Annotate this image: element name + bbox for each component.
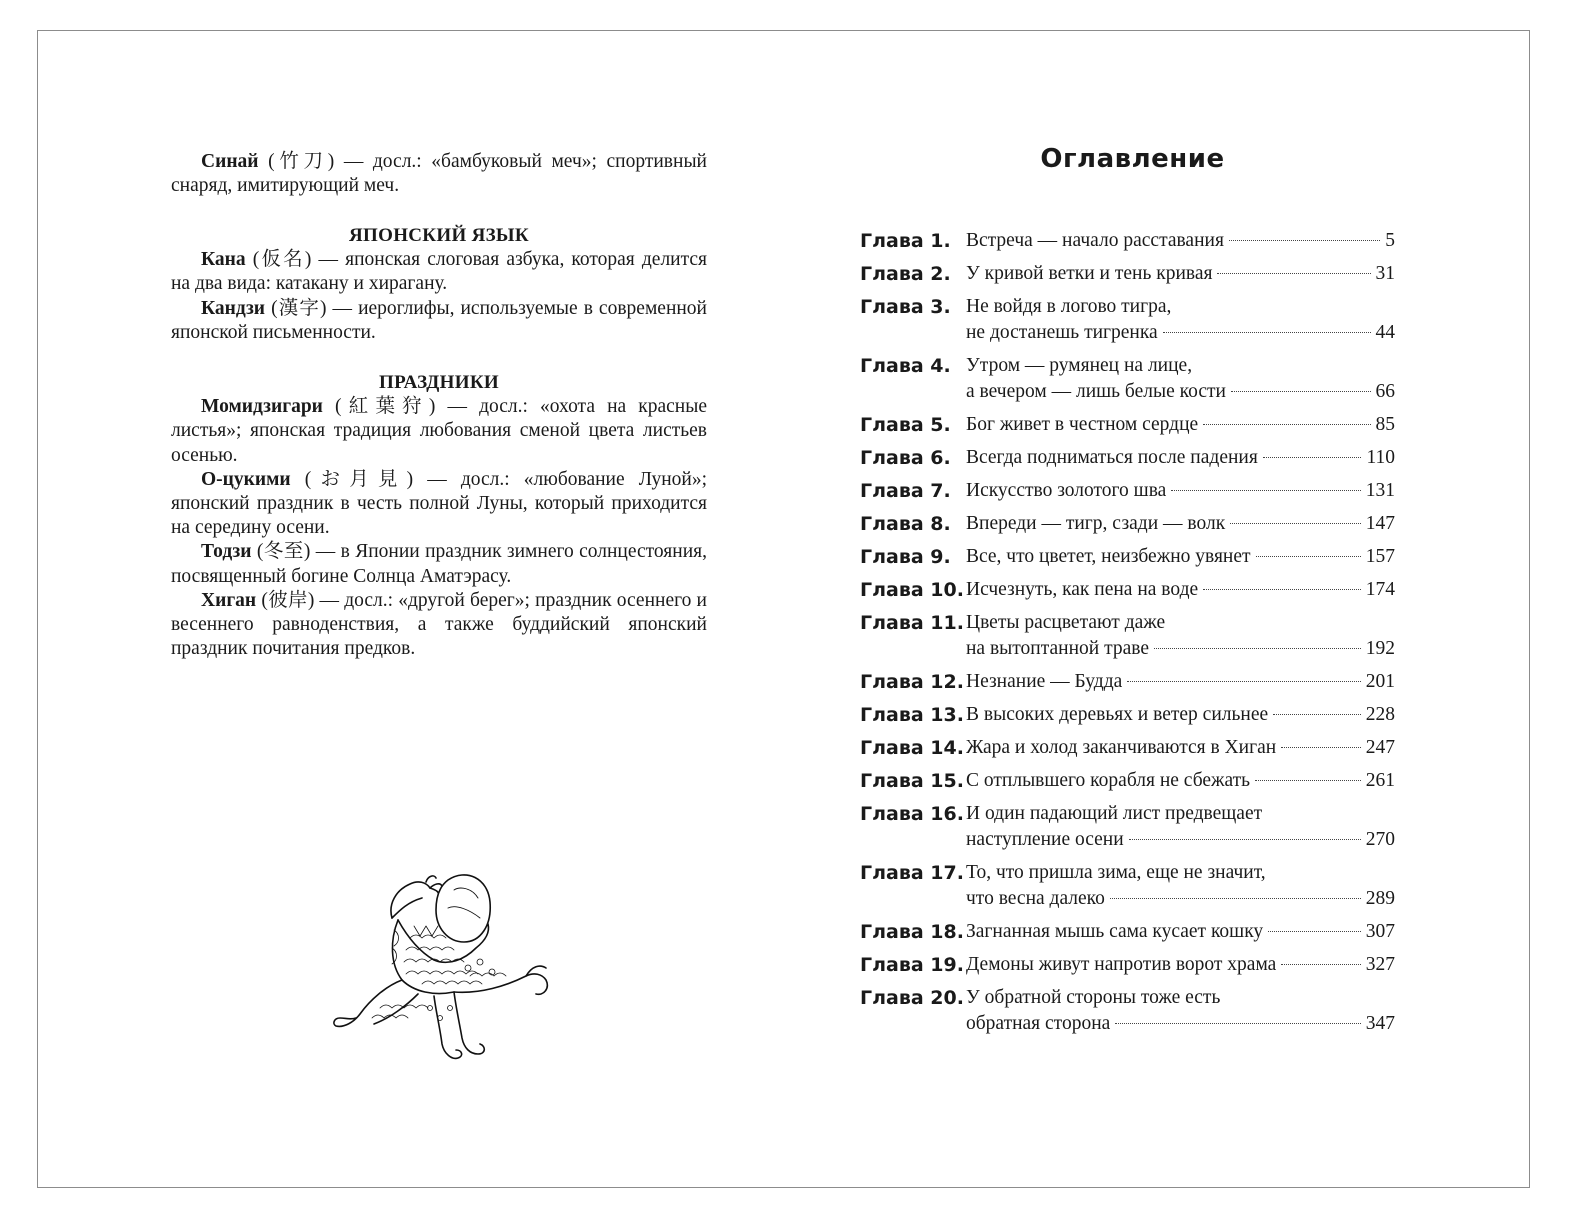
glossary-definition: — досл.: «другой берег»; праздник осеннего и весеннего равноденствия, а также буддийский японский праздник почитания предков.	[171, 589, 707, 660]
chapter-title: Загнанная мышь сама кусает кошку	[966, 921, 1264, 942]
section-heading: ЯПОНСКИЙ ЯЗЫК	[349, 225, 529, 246]
glossary-kanji: (漢字)	[271, 297, 327, 319]
glossary-term: Синай	[201, 151, 259, 172]
chapter-title: а вечером — лишь белые кости	[966, 381, 1226, 402]
section-heading: ПРАЗДНИКИ	[379, 372, 499, 393]
chapter-title: В высоких деревьях и ветер сильнее	[966, 704, 1269, 725]
chapter-number: Глава 3.	[860, 296, 951, 318]
page-number: 66	[1375, 381, 1395, 402]
page-number: 157	[1365, 546, 1395, 567]
chapter-number: Глава 7.	[860, 480, 951, 502]
page-number: 247	[1365, 737, 1395, 758]
page-number: 261	[1365, 770, 1395, 791]
page-number: 201	[1365, 671, 1395, 692]
page-number: 85	[1375, 414, 1395, 435]
glossary-term: Кандзи	[201, 297, 266, 319]
dot-leader	[1281, 747, 1361, 748]
glossary-definition: — досл.: «любование Луной»; японский праздник в честь полной Луны, который приходится на середину осени.	[171, 468, 708, 539]
chapter-title: То, что пришла зима, еще не значит,	[966, 862, 1266, 883]
page-number: 327	[1365, 954, 1395, 975]
glossary-term: Тодзи	[201, 541, 252, 563]
dot-leader	[1273, 714, 1361, 715]
page-number: 31	[1375, 263, 1395, 284]
chapter-number: Глава 16.	[860, 803, 964, 825]
glossary-kanji: (お月見)	[304, 468, 414, 490]
glossary-term: О-цукими	[201, 468, 291, 490]
chapter-number: Глава 6.	[860, 447, 951, 469]
chapter-title: Исчезнуть, как пена на воде	[966, 579, 1199, 600]
chapter-number: Глава 13.	[860, 704, 964, 726]
page-number: 147	[1365, 513, 1395, 534]
chapter-title: на вытоптанной траве	[966, 638, 1149, 659]
dot-leader	[1268, 931, 1361, 932]
dot-leader	[1129, 839, 1361, 840]
dot-leader	[1203, 424, 1370, 425]
dot-leader	[1203, 589, 1361, 590]
glossary-term: Кана	[201, 249, 246, 271]
glossary-kanji: (竹刀)	[268, 151, 335, 172]
dot-leader	[1230, 523, 1361, 524]
chapter-title: Впереди — тигр, сзади — волк	[966, 513, 1226, 534]
toc-title: Оглавление	[1040, 144, 1225, 174]
fallen-figure-illustration	[330, 868, 560, 1064]
chapter-number: Глава 8.	[860, 513, 951, 535]
chapter-title: наступление осени	[966, 829, 1124, 850]
chapter-number: Глава 14.	[860, 737, 964, 759]
glossary-term: Хиган	[201, 589, 257, 611]
chapter-title: что весна далеко	[966, 888, 1105, 909]
dot-leader	[1154, 648, 1361, 649]
dot-leader	[1217, 273, 1370, 274]
chapter-number: Глава 2.	[860, 263, 951, 285]
chapter-title: Незнание — Будда	[966, 671, 1123, 692]
section-japanese-language	[171, 224, 707, 345]
glossary-definition: — в Японии праздник зимнего солнцестояния, посвященный богине Солнца Аматэрасу.	[171, 541, 707, 587]
dot-leader	[1256, 556, 1361, 557]
page-number: 270	[1365, 829, 1395, 850]
glossary-term: Момидзигари	[201, 396, 323, 418]
chapter-title: С отплывшего корабля не сбежать	[966, 770, 1251, 791]
section-holidays	[171, 371, 707, 661]
chapter-title: Демоны живут напротив ворот храма	[966, 954, 1277, 975]
page-number: 174	[1365, 579, 1395, 600]
chapter-title: обратная сторона	[966, 1013, 1111, 1034]
dot-leader	[1229, 240, 1380, 241]
chapter-number: Глава 1.	[860, 230, 951, 252]
chapter-title: Бог живет в честном сердце	[966, 414, 1199, 435]
chapter-title: Встреча — начало расставания	[966, 230, 1224, 251]
page-number: 347	[1365, 1013, 1395, 1034]
chapter-title: Цветы расцветают даже	[966, 612, 1166, 633]
page-number: 131	[1365, 480, 1395, 501]
dot-leader	[1281, 964, 1360, 965]
chapter-number: Глава 15.	[860, 770, 964, 792]
chapter-title: Не войдя в логово тигра,	[966, 296, 1172, 317]
glossary-definition: — японская слоговая азбука, которая делится на два вида: катакану и хирагану.	[171, 249, 708, 295]
page-number: 289	[1365, 888, 1395, 909]
chapter-title: Жара и холод заканчиваются в Хиган	[966, 737, 1277, 758]
chapter-title: И один падающий лист предвещает	[966, 803, 1263, 824]
chapter-number: Глава 19.	[860, 954, 964, 976]
chapter-number: Глава 18.	[860, 921, 964, 943]
chapter-number: Глава 11.	[860, 612, 964, 634]
glossary-definition: — досл.: «бамбуковый меч»; спортивный снаряд, имитирующий меч.	[171, 151, 707, 197]
glossary-kanji: (冬至)	[256, 541, 311, 563]
dot-leader	[1171, 490, 1360, 491]
glossary-entry-shinai	[171, 150, 707, 198]
chapter-title: У кривой ветки и тень кривая	[966, 263, 1213, 284]
chapter-number: Глава 5.	[860, 414, 951, 436]
dot-leader	[1255, 780, 1361, 781]
page-number: 110	[1366, 447, 1395, 468]
chapter-number: Глава 12.	[860, 671, 964, 693]
chapter-title: не достанешь тигренка	[966, 322, 1158, 343]
page-number: 5	[1385, 230, 1395, 251]
dot-leader	[1231, 391, 1371, 392]
chapter-title: Все, что цветет, неизбежно увянет	[966, 546, 1251, 567]
chapter-number: Глава 20.	[860, 987, 964, 1009]
chapter-number: Глава 4.	[860, 355, 951, 377]
dot-leader	[1127, 681, 1360, 682]
glossary-kanji: (紅葉狩)	[335, 396, 436, 418]
page-number: 44	[1375, 322, 1395, 343]
glossary-definition: — иероглифы, используемые в современной японской письменности.	[171, 297, 707, 343]
dot-leader	[1263, 457, 1362, 458]
dot-leader	[1163, 332, 1371, 333]
glossary-definition: — досл.: «охота на красные листья»; японская традиция любования сменой цвета листьев осенью.	[171, 396, 707, 466]
glossary-kanji: (仮名)	[252, 249, 312, 271]
chapter-title: Всегда подниматься после падения	[966, 447, 1258, 468]
page-number: 192	[1365, 638, 1395, 659]
chapter-title: Утром — румянец на лице,	[966, 355, 1193, 376]
chapter-title: У обратной стороны тоже есть	[966, 987, 1221, 1008]
dot-leader	[1110, 898, 1361, 899]
page-number: 228	[1365, 704, 1395, 725]
page-number: 307	[1365, 921, 1395, 942]
chapter-title: Искусство золотого шва	[966, 480, 1167, 501]
chapter-number: Глава 17.	[860, 862, 964, 884]
glossary-kanji: (彼岸)	[261, 589, 315, 611]
dot-leader	[1115, 1023, 1360, 1024]
chapter-number: Глава 9.	[860, 546, 951, 568]
chapter-number: Глава 10.	[860, 579, 964, 601]
